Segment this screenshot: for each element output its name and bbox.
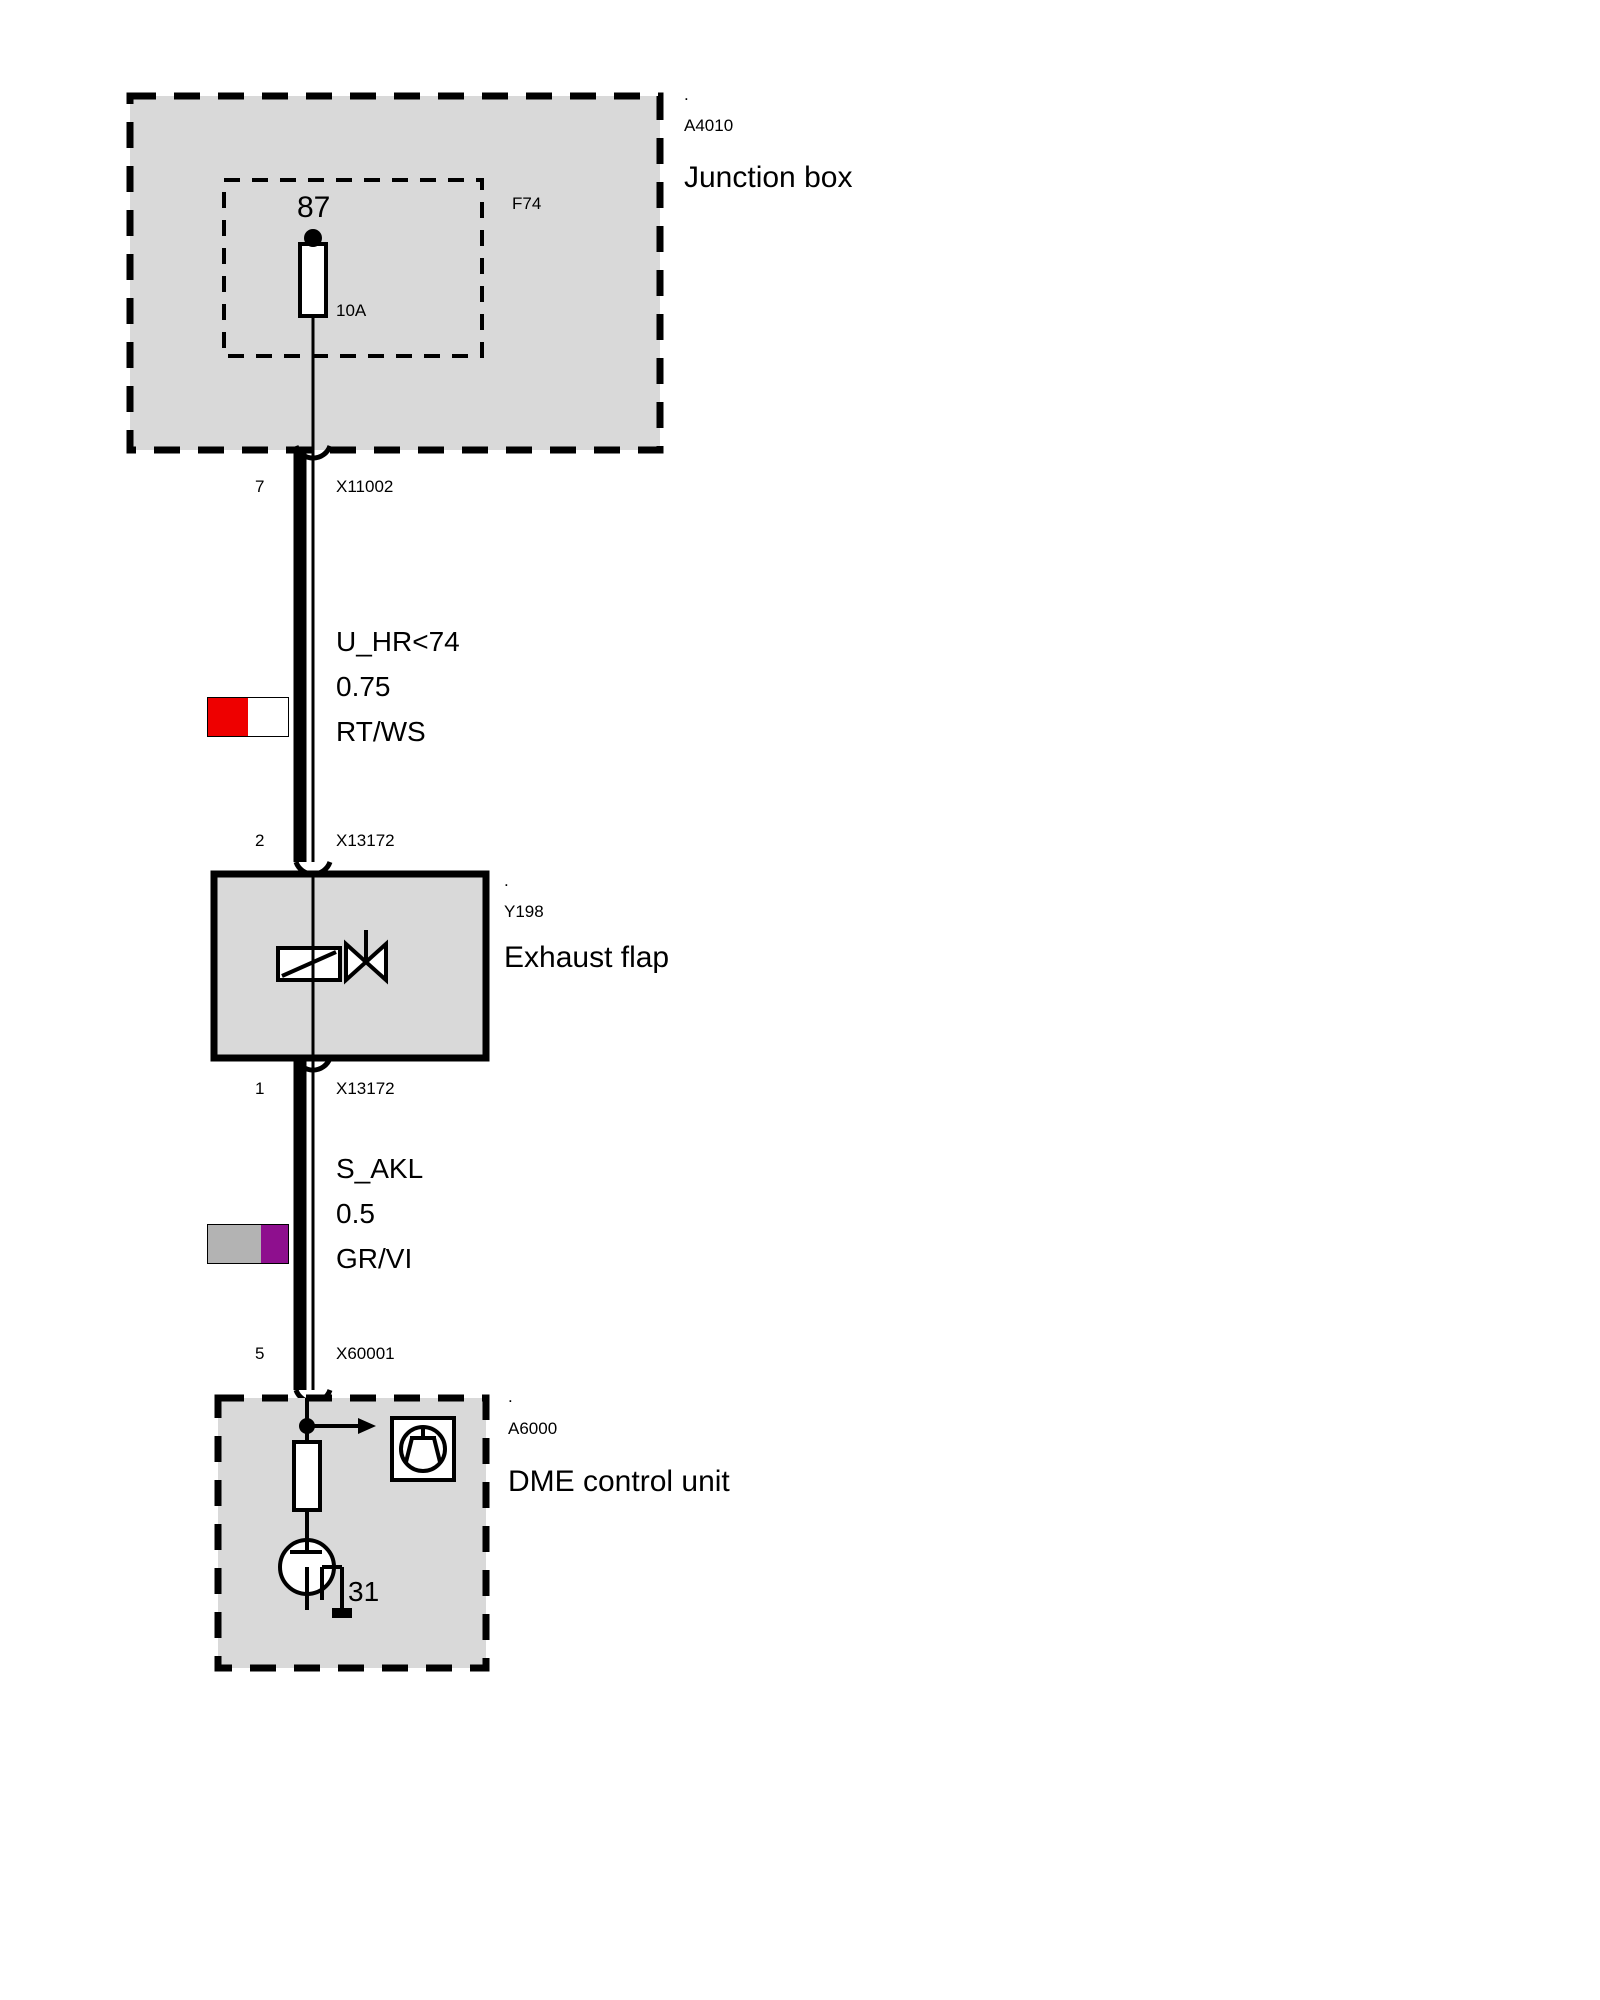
module-label-exhaust-flap: Exhaust flap	[504, 941, 670, 974]
connector-name-x13172-1: X13172	[336, 1079, 395, 1098]
wire-colour-u-hr-74: RT/WS	[336, 716, 426, 747]
module-id-a4010: A4010	[684, 116, 734, 135]
swatch-part-vi	[261, 1225, 288, 1263]
connector-pin-x13172-1: 1	[255, 1079, 265, 1098]
module-id-y198: Y198	[504, 902, 544, 921]
connector-pin-x13172-2: 2	[255, 831, 265, 850]
wire-signal-s-akl: S_AKL	[336, 1153, 424, 1184]
module-dot-a4010: .	[684, 85, 689, 104]
connector-name-x11002: X11002	[336, 477, 394, 496]
module-label-dme-control-unit: DME control unit	[508, 1465, 730, 1498]
connector-pin-x60001: 5	[255, 1344, 265, 1363]
fuse-terminal-dot	[304, 229, 322, 247]
module-dot-y198: .	[504, 871, 509, 890]
fuse-symbol	[300, 244, 326, 316]
wire-csa-s-akl: 0.5	[336, 1198, 375, 1229]
wire-colour-swatch-gr-vi	[207, 1224, 289, 1264]
ground-terminal-label: 31	[348, 1576, 380, 1607]
wire-csa-u-hr-74: 0.75	[336, 671, 391, 702]
wire-colour-swatch-rt-ws	[207, 697, 289, 737]
module-label-junction-box: Junction box	[684, 161, 853, 194]
swatch-part-rt	[208, 698, 248, 736]
connector-name-x60001: X60001	[336, 1344, 395, 1363]
swatch-part-ws	[248, 698, 288, 736]
connector-pin-x11002: 7	[255, 477, 265, 496]
fuse-group-f74	[224, 180, 482, 356]
fuse-terminal-label: 87	[297, 191, 331, 224]
module-id-a6000: A6000	[508, 1419, 558, 1438]
wire-signal-u-hr-74: U_HR<74	[336, 626, 460, 657]
connector-name-x13172-2: X13172	[336, 831, 395, 850]
fuse-id-label: F74	[512, 194, 542, 213]
wire-colour-s-akl: GR/VI	[336, 1243, 413, 1274]
ground-symbol	[332, 1608, 352, 1618]
swatch-part-gr	[208, 1225, 261, 1263]
fuse-rating-label: 10A	[336, 301, 367, 320]
module-dot-a6000: .	[508, 1387, 513, 1406]
dme-resistor-symbol	[294, 1442, 320, 1510]
